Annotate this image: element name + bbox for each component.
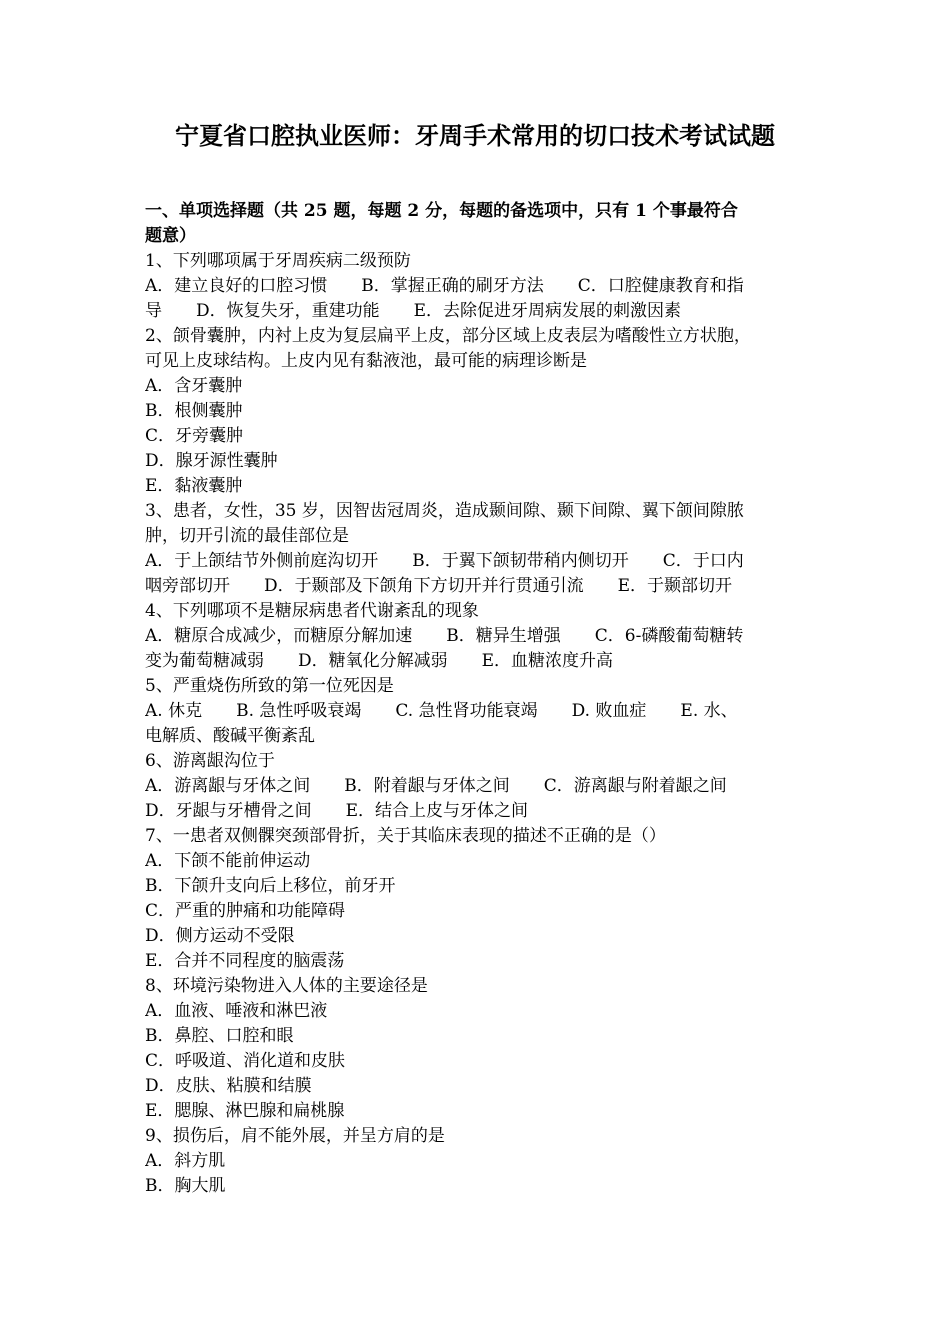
question-8-option: A．血液、唾液和淋巴液 [145, 1001, 328, 1021]
question-3: 肿，切开引流的最佳部位是 [145, 526, 349, 546]
question-6: 6、游离龈沟位于 [145, 751, 275, 771]
question-2-option: B．根侧囊肿 [145, 401, 243, 421]
question-8: 8、环境污染物进入人体的主要途径是 [145, 976, 428, 996]
question-6-options: A．游离龈与牙体之间 B．附着龈与牙体之间 C．游离龈与附着龈之间 [145, 776, 727, 796]
question-1-options: 导 D．恢复失牙，重建功能 E．去除促进牙周病发展的刺激因素 [145, 301, 682, 321]
question-7-option: D．侧方运动不受限 [145, 926, 295, 946]
question-2: 2、颌骨囊肿，内衬上皮为复层扁平上皮，部分区域上皮表层为嗜酸性立方状胞， [145, 326, 751, 346]
section-heading-line: 一、单项选择题（共 25 题，每题 2 分，每题的备选项中，只有 1 个事最符合 [145, 201, 738, 221]
question-3-options: 咽旁部切开 D．于颞部及下颌角下方切开并行贯通引流 E．于颞部切开 [145, 576, 733, 596]
document-body [145, 199, 810, 1199]
question-9: 9、损伤后，肩不能外展，并呈方肩的是 [145, 1126, 445, 1146]
question-9-option: A．斜方肌 [145, 1151, 226, 1171]
question-7-option: E．合并不同程度的脑震荡 [145, 951, 345, 971]
question-7: 7、一患者双侧髁突颈部骨折，关于其临床表现的描述不正确的是（） [145, 826, 666, 846]
question-2-option: A．含牙囊肿 [145, 376, 243, 396]
question-6-options: D．牙龈与牙槽骨之间 E．结合上皮与牙体之间 [145, 801, 529, 821]
question-3: 3、患者，女性，35 岁，因智齿冠周炎，造成颞间隙、颞下间隙、翼下颌间隙脓 [145, 501, 744, 521]
question-5-options: A. 休克 B. 急性呼吸衰竭 C. 急性肾功能衰竭 D. 败血症 E. 水、 [145, 701, 738, 721]
question-4-options: A．糖原合成减少，而糖原分解加速 B．糖异生增强 C．6-磷酸葡萄糖转 [145, 626, 744, 646]
question-1-options: A．建立良好的口腔习惯 B．掌握正确的刷牙方法 C．口腔健康教育和指 [145, 276, 744, 296]
question-8-option: E．腮腺、淋巴腺和扁桃腺 [145, 1101, 345, 1121]
question-7-option: A．下颌不能前伸运动 [145, 851, 311, 871]
question-5-options: 电解质、酸碱平衡紊乱 [145, 726, 315, 746]
question-2-option: C．牙旁囊肿 [145, 426, 244, 446]
question-4: 4、下列哪项不是糖尿病患者代谢紊乱的现象 [145, 601, 479, 621]
question-4-options: 变为葡萄糖减弱 D．糖氧化分解减弱 E．血糖浓度升高 [145, 651, 614, 671]
question-9-option: B．胸大肌 [145, 1176, 226, 1196]
question-3-options: A．于上颌结节外侧前庭沟切开 B．于翼下颌韧带稍内侧切开 C．于口内 [145, 551, 744, 571]
section-heading-line: 题意） [145, 226, 196, 246]
question-8-option: B．鼻腔、口腔和眼 [145, 1026, 294, 1046]
question-2-option: E．黏液囊肿 [145, 476, 243, 496]
question-1: 1、下列哪项属于牙周疾病二级预防 [145, 251, 411, 271]
question-5: 5、严重烧伤所致的第一位死因是 [145, 676, 394, 696]
question-8-option: C．呼吸道、消化道和皮肤 [145, 1051, 346, 1071]
question-2: 可见上皮球结构。上皮内见有黏液池，最可能的病理诊断是 [145, 351, 587, 371]
question-7-option: B．下颌升支向后上移位，前牙开 [145, 876, 396, 896]
question-8-option: D．皮肤、粘膜和结膜 [145, 1076, 312, 1096]
question-7-option: C．严重的肿痛和功能障碍 [145, 901, 346, 921]
document-title: 宁夏省口腔执业医师：牙周手术常用的切口技术考试试题 [175, 121, 775, 150]
question-2-option: D．腺牙源性囊肿 [145, 451, 278, 471]
